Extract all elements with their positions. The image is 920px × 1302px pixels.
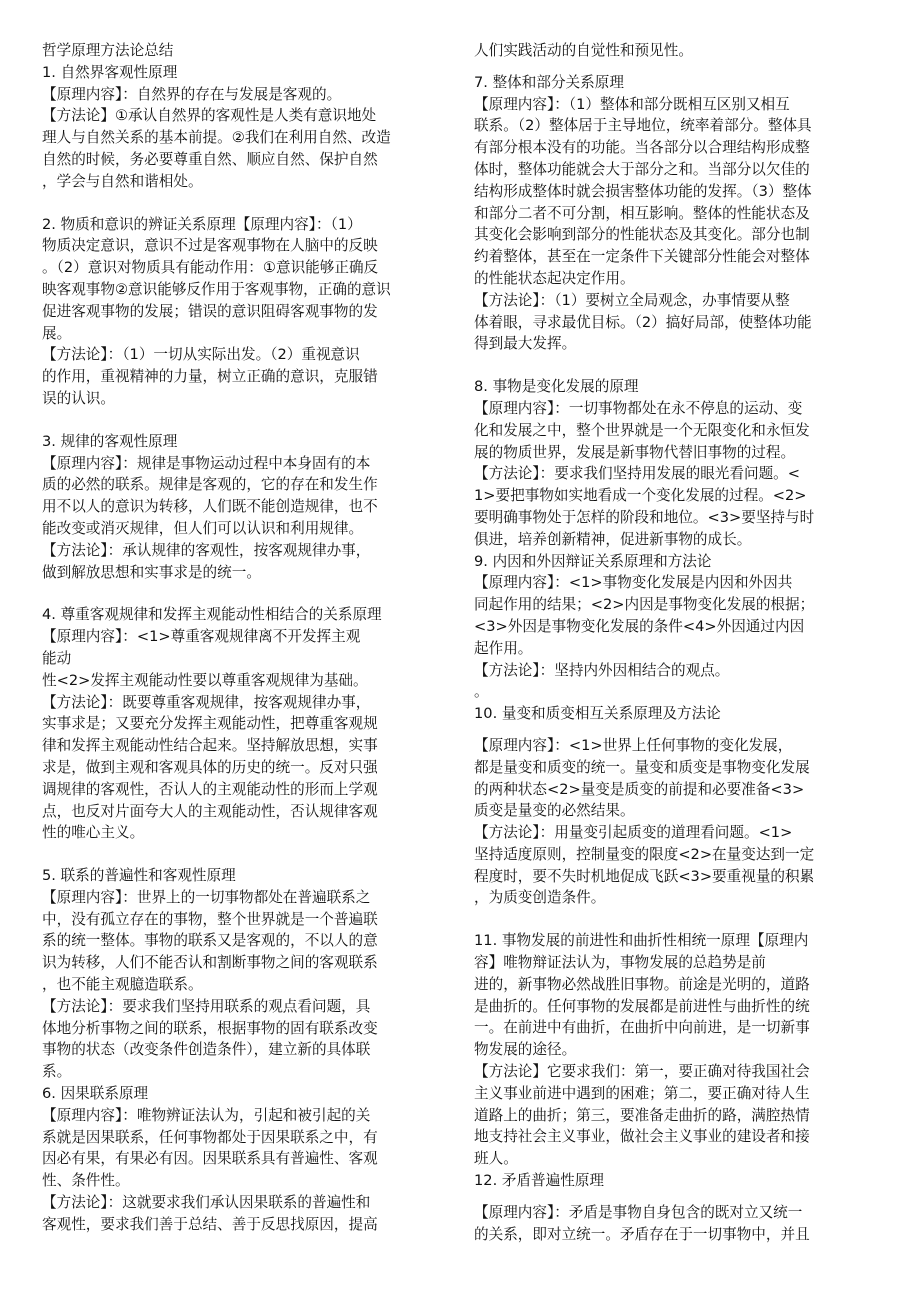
text-line: 。（2）意识对物质具有能动作用：①意识能够正确反 [42, 259, 379, 277]
text-line: 【方法论】：要求我们坚持用发展的眼光看问题。< [474, 465, 800, 483]
text-line: 【原理内容】：世界上的一切事物都处在普遍联系之 [42, 888, 371, 906]
text-line: 同起作用的结果；<2>内因是事物变化发展的根据； [474, 596, 815, 614]
blank-line [42, 193, 456, 214]
text-line: 主义事业前进中遇到的困难；第二，要正确对待人生 [474, 1084, 810, 1102]
text-line: 【方法论】：承认规律的客观性，按客观规律办事， [42, 541, 371, 559]
text-line: 实事求是；又要充分发挥主观能动性，把尊重客观规 [42, 715, 378, 733]
text-line: 的两种状态<2>量变是质变的前提和必要准备<3> [474, 780, 805, 798]
text-line: 中，没有孤立存在的事物，整个世界就是一个普遍联 [42, 910, 378, 928]
text-line: 和部分二者不可分割，相互影响。整体的性能状态及 [474, 204, 810, 222]
text-line: 人们实践活动的自觉性和预见性。 [474, 42, 693, 59]
text-line: 进的，新事物必然战胜旧事物。前途是光明的，道路 [474, 975, 810, 993]
text-line: 是曲折的。任何事物的发展都是前进性与曲折性的统 [474, 997, 810, 1015]
text-line: 能动 [42, 649, 72, 667]
text-line: 质变是量变的必然结果。 [474, 802, 635, 820]
text-line: 【方法论】：既要尊重客观规律，按客观规律办事， [42, 693, 371, 711]
text-line: 识为转移，人们不能否认和割断事物之间的客观联系 [42, 954, 378, 972]
text-line: 6. 因果联系原理 [42, 1085, 149, 1103]
text-line: ，学会与自然和谐相处。 [42, 172, 203, 190]
left-column [42, 40, 456, 1236]
text-line: 【原理内容】：规律是事物运动过程中本身固有的本 [42, 454, 371, 472]
text-line: 8. 事物是变化发展的原理 [474, 378, 639, 396]
spacer [474, 1192, 888, 1202]
text-line: 事物的状态（改变条件创造条件），建立新的具体联 [42, 1041, 371, 1059]
text-line: 展的物质世界，发展是新事物代替旧事物的过程。 [474, 443, 796, 461]
text-line: 都是量变和质变的统一。量变和质变是事物变化发展 [474, 758, 810, 776]
text-line: 1. 自然界客观性原理 [42, 63, 178, 81]
right-column [474, 40, 888, 1245]
text-line: 【原理内容】：（1）整体和部分既相互区别又相互 [474, 95, 790, 113]
text-line: 地支持社会主义事业，做社会主义事业的建设者和接 [474, 1128, 810, 1146]
text-line: 【方法论】它要求我们：第一，要正确对待我国社会 [474, 1063, 810, 1081]
text-line: 坚持适度原则，控制量变的限度<2>在量变达到一定 [474, 845, 815, 863]
text-line: 1>要把事物如实地看成一个变化发展的过程。<2> [474, 487, 807, 505]
text-line: 体时，整体功能就会大于部分之和。当部分以欠佳的 [474, 160, 810, 178]
text-line: 律和发挥主观能动性结合起来。坚持解放思想，实事 [42, 737, 378, 755]
text-line: 【原理内容】：<1>世界上任何事物的变化发展， [474, 736, 793, 754]
text-line: 误的认识。 [42, 389, 115, 407]
blank-line [474, 355, 888, 376]
text-line: 【方法论】：（1）要树立全局观念，办事情要从整 [474, 291, 790, 309]
text-line: 【方法论】：这就要求我们承认因果联系的普遍性和 [42, 1194, 371, 1212]
text-line: 体着眼，寻求最优目标。（2）搞好局部，使整体功能 [474, 313, 812, 331]
text-line: 2. 物质和意识的辨证关系原理【原理内容】：（1） [42, 215, 362, 233]
text-line: 7. 整体和部分关系原理 [474, 73, 624, 91]
text-line: 客观性，要求我们善于总结、善于反思找原因，提高 [42, 1215, 378, 1233]
text-line: 理人与自然关系的基本前提。②我们在利用自然、改造 [42, 129, 391, 147]
text-line: ，为质变创造条件。 [474, 889, 606, 907]
text-line: 系的统一整体。事物的联系又是客观的，不以人的意 [42, 932, 378, 950]
text-line: 得到最大发挥。 [474, 335, 577, 353]
text-line: 质的必然的联系。规律是客观的，它的存在和发生作 [42, 476, 378, 494]
text-line: 俱进，培养创新精神，促进新事物的成长。 [474, 530, 752, 548]
text-line: 求是，做到主观和客观具体的历史的统一。反对只强 [42, 758, 378, 776]
text-line: 3. 规律的客观性原理 [42, 432, 178, 450]
text-line: <3>外因是事物变化发展的条件<4>外因通过内因 [474, 617, 805, 635]
text-line: 【方法论】：坚持内外因相结合的观点。 [474, 661, 730, 679]
text-line: 化和发展之中，整个世界就是一个无限变化和永恒发 [474, 421, 810, 439]
text-line: 促进客观事物的发展；错误的意识阻碍客观事物的发 [42, 302, 378, 320]
text-line: 的性能状态起决定作用。 [474, 269, 635, 287]
text-line: 道路上的曲折；第三，要准备走曲折的路，满腔热情 [474, 1106, 810, 1124]
text-line: 展。 [42, 324, 72, 342]
spacer [474, 725, 888, 735]
text-line: 一。在前进中有曲折，在曲折中向前进，是一切新事 [474, 1019, 810, 1037]
text-line: 因必有果，有果必有因。因果联系具有普遍性、客观 [42, 1150, 378, 1168]
text-line: 调规律的客观性，否认人的主观能动性的形而上学观 [42, 780, 378, 798]
text-line: 点，也反对片面夸大人的主观能动性，否认规律客观 [42, 802, 378, 820]
text-line: 哲学原理方法论总结 [42, 42, 174, 59]
text-line: 班人。 [474, 1150, 518, 1168]
text-line: 【方法论】①承认自然界的客观性是人类有意识地处 [42, 107, 377, 125]
text-line: 【原理内容】：<1>尊重客观规律离不开发挥主观 [42, 628, 361, 646]
blank-line [474, 909, 888, 930]
blank-line [42, 844, 456, 865]
text-line: 系。 [42, 1063, 72, 1081]
text-line: 自然的时候，务必要尊重自然、顺应自然、保护自然 [42, 150, 378, 168]
text-line: 其变化会影响到部分的性能状态及其变化。部分也制 [474, 226, 810, 244]
text-line: 做到解放思想和实事求是的统一。 [42, 563, 261, 581]
text-line: 12. 矛盾普遍性原理 [474, 1172, 605, 1190]
text-line: 【方法论】：要求我们坚持用联系的观点看问题，具 [42, 997, 371, 1015]
text-line: 。 [474, 683, 489, 701]
text-line: 容】唯物辩证法认为，事物发展的总趋势是前 [474, 954, 766, 972]
text-line: 物质决定意识，意识不过是客观事物在人脑中的反映 [42, 237, 378, 255]
text-line: 10. 量变和质变相互关系原理及方法论 [474, 705, 721, 723]
text-line: 的作用，重视精神的力量，树立正确的意识，克服错 [42, 368, 378, 386]
text-line: 用不以人的意识为转移，人们既不能创造规律，也不 [42, 498, 378, 516]
text-line: 性<2>发挥主观能动性要以尊重客观规律为基础。 [42, 671, 368, 689]
text-line: 【方法论】：用量变引起质变的道理看问题。<1> [474, 824, 793, 842]
text-line: 性的唯心主义。 [42, 824, 145, 842]
text-line: 系就是因果联系，任何事物都处于因果联系之中，有 [42, 1128, 378, 1146]
blank-line [42, 583, 456, 604]
text-line: 结构形成整体时就会损害整体功能的发挥。（3）整体 [474, 182, 812, 200]
text-line: 【原理内容】：自然界的存在与发展是客观的。 [42, 85, 342, 103]
text-line: 起作用。 [474, 639, 533, 657]
text-line: 联系。（2）整体居于主导地位，统率着部分。整体具 [474, 117, 812, 135]
text-line: 9. 内因和外因辩证关系原理和方法论 [474, 552, 712, 570]
text-line: ，也不能主观臆造联系。 [42, 976, 203, 994]
text-line: 映客观事物②意识能够反作用于客观事物，正确的意识 [42, 280, 391, 298]
text-line: 性、条件性。 [42, 1172, 130, 1190]
text-line: 【方法论】：（1）一切从实际出发。（2）重视意识 [42, 346, 360, 364]
text-line: 的关系，即对立统一。矛盾存在于一切事物中，并且 [474, 1225, 810, 1243]
text-line: 【原理内容】：矛盾是事物自身包含的既对立又统一 [474, 1203, 803, 1221]
text-line: 5. 联系的普遍性和客观性原理 [42, 867, 236, 885]
text-line: 程度时，要不失时机地促成飞跃<3>要重视量的积累 [474, 867, 815, 885]
spacer [474, 62, 888, 72]
text-line: 有部分根本没有的功能。当各部分以合理结构形成整 [474, 139, 810, 157]
text-line: 物发展的途径。 [474, 1041, 577, 1059]
text-line: 【原理内容】：唯物辨证法认为，引起和被引起的关 [42, 1106, 371, 1124]
text-line: 约着整体，甚至在一定条件下关键部分性能会对整体 [474, 248, 810, 266]
text-line: 4. 尊重客观规律和发挥主观能动性相结合的关系原理 [42, 606, 382, 624]
text-line: 能改变或消灭规律，但人们可以认识和利用规律。 [42, 519, 364, 537]
text-line: 【原理内容】：一切事物都处在永不停息的运动、变 [474, 399, 803, 417]
text-line: 要明确事物处于怎样的阶段和地位。<3>要坚持与时 [474, 508, 815, 526]
text-line: 11. 事物发展的前进性和曲折性相统一原理【原理内 [474, 932, 809, 950]
blank-line [42, 410, 456, 431]
text-line: 【原理内容】：<1>事物变化发展是内因和外因共 [474, 574, 793, 592]
text-line: 体地分析事物之间的联系，根据事物的固有联系改变 [42, 1019, 378, 1037]
